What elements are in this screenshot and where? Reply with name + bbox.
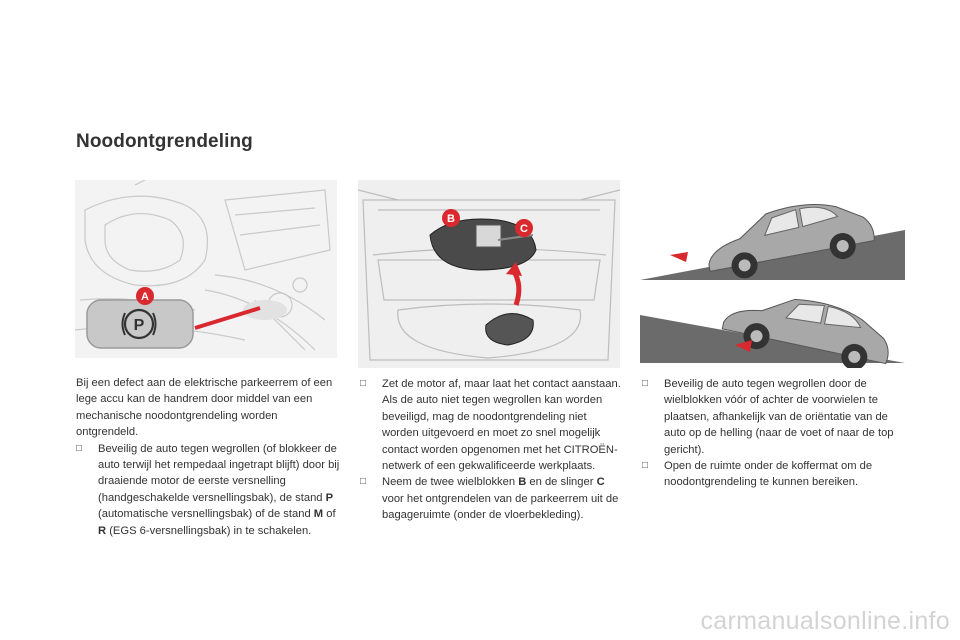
bullet-checkbox-icon: □ — [76, 442, 83, 454]
text-column-1 — [76, 375, 341, 539]
list-item: □ Beveilig de auto tegen wegrollen door de wielblokken vóór of achter de voorwielen te plaatsen, afhankelijk van de oriëntatie van de auto op de helling (naar de voet of naar de top gericht). — [642, 378, 894, 456]
car-on-slope-icon — [640, 180, 905, 368]
callout-b-label: B — [447, 213, 455, 225]
callout-a-label: A — [141, 291, 149, 303]
text-column-3 — [642, 376, 907, 491]
callout-c-label: C — [520, 223, 528, 235]
boot-drawing — [358, 180, 620, 368]
list-item: □ Open de ruimte onder de koffermat om de noodontgrendeling te kunnen bereiken. — [642, 460, 873, 489]
svg-text:P: P — [133, 317, 145, 334]
illustration-boot-toolkit — [358, 180, 620, 368]
list-item: □ Beveilig de auto tegen wegrollen (of blokkeer de auto terwijl het rempedaal ingetrapt blijft) door bij draaiende motor de eerste versnelling (handgeschakelde versnellingsbak), de stand P (automatische versnellingsbak) of de stand M of R (EGS 6-versnellingsbak) in te schakelen. — [76, 442, 340, 537]
text-column-2 — [360, 376, 622, 524]
list-item: □ Neem de twee wielblokken B en de slinger C voor het ontgrendelen van de parkeerrem uit de bagageruimte (onder de vloerbekleding). — [360, 476, 619, 522]
illustration-cars-on-slope — [640, 180, 905, 368]
bullet-checkbox-icon: □ — [642, 460, 649, 472]
page-title: Noodontgrendeling — [76, 131, 253, 152]
list-item: □ Zet de motor af, maar laat het contact aanstaan. Als de auto niet tegen wegrollen kan worden beveiligd, mag de noodontgrendeling niet worden uitgevoerd en moet zo snel mogelijk contact worden opgenomen met het CITROËN-netwerk of een gekwalificeerde werkplaats. — [360, 378, 621, 473]
intro-paragraph: Bij een defect aan de elektrische parkeerrem of een lege accu kan de handrem door middel van een mechanische noodontgrendeling worden ontgrendeld. — [76, 377, 333, 439]
parking-brake-drawing — [75, 180, 337, 358]
illustration-parking-brake — [75, 180, 337, 358]
bullet-checkbox-icon: □ — [642, 378, 649, 389]
bullet-checkbox-icon: □ — [360, 378, 367, 389]
bullet-checkbox-icon: □ — [360, 476, 367, 488]
watermark: carmanualsonline.info — [700, 607, 950, 635]
